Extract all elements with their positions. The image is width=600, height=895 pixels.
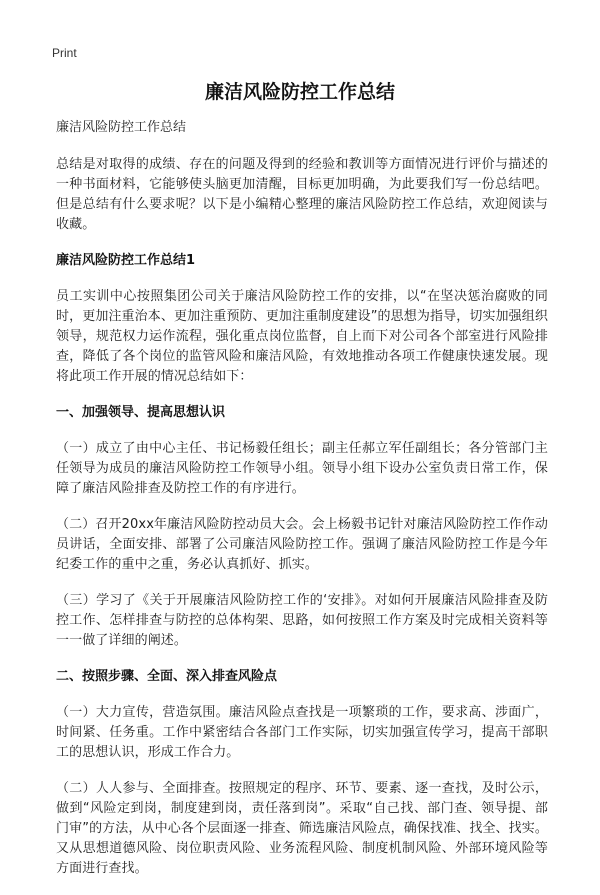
intro-paragraph: 总结是对取得的成绩、存在的问题及得到的经验和教训等方面情况进行评价与描述的一种书面材料，它能够使头脑更加清醒，目标更加明确，为此要我们写一份总结吧。但是总结有什么要求呢？以下是小编精心整理的廉洁风险防控工作总结，欢迎阅读与收藏。 (56, 157, 548, 232)
print-link[interactable]: Print (52, 46, 77, 60)
paragraph-leadership-2: （二）召开20xx年廉洁风险防控动员大会。会上杨毅书记针对廉洁风险防控工作作动员讲话，全面安排、部署了公司廉洁风险防控工作。强调了廉洁风险防控工作是今年纪委工作的重中之重，务必认真抓好、抓实。 (56, 517, 548, 572)
paragraph-risk-check-2: （二）人人参与、全面排查。按照规定的程序、环节、要素、逐一查找，及时公示，做到“风险定到岗，制度建到岗，责任落到岗”。采取“自己找、部门查、领导提、部门审”的方法，从中心各个层面逐一排查、筛选廉洁风险点，确保找准、找全、找实。又从思想道德风险、岗位职责风险、业务流程风险、制度机制风险、外部环境风险等方面进行查找。 (56, 781, 548, 876)
paragraph-leadership-1: （一）成立了由中心主任、书记杨毅任组长；副主任郝立军任副组长；各分管部门主任领导为成员的廉洁风险防控工作领导小组。领导小组下设办公室负责日常工作，保障了廉洁风险排查及防控工作的有序进行。 (56, 441, 548, 496)
paragraph-overview: 员工实训中心按照集团公司关于廉洁风险防控工作的安排，以“在坚决惩治腐败的同时，更加注重治本、更加注重预防、更加注重制度建设”的思想为指导，切实加强组织领导，规范权力运作流程，强化重点岗位监督，自上而下对公司各个部室进行风险排查，降低了各个岗位的监管风险和廉洁风险，有效地推动各项工作健康快速发展。现将此项工作开展的情况总结如下： (56, 289, 548, 384)
paragraph-leadership-3: （三）学习了《关于开展廉洁风险防控工作的‘安排》。对如何开展廉洁风险排查及防控工作、怎样排查与防控的总体构架、思路，如何按照工作方案及时完成相关资料等一一做了详细的阐述。 (56, 593, 548, 648)
document-subtitle: 廉洁风险防控工作总结 (56, 120, 187, 135)
document-body (56, 118, 548, 895)
section-heading-leadership: 一、加强领导、提高思想认识 (56, 405, 226, 420)
section-heading-summary-1: 廉洁风险防控工作总结1 (56, 253, 196, 268)
page-title: 廉洁风险防控工作总结 (204, 81, 395, 103)
paragraph-risk-check-1: （一）大力宣传，营造氛围。廉洁风险点查找是一项繁琐的工作，要求高、涉面广，时间紧、任务重。工作中紧密结合各部门工作实际，切实加强宣传学习，提高干部职工的思想认识，形成工作合力。 (56, 705, 548, 760)
section-heading-risk-check: 二、按照步骤、全面、深入排查风险点 (56, 669, 278, 684)
